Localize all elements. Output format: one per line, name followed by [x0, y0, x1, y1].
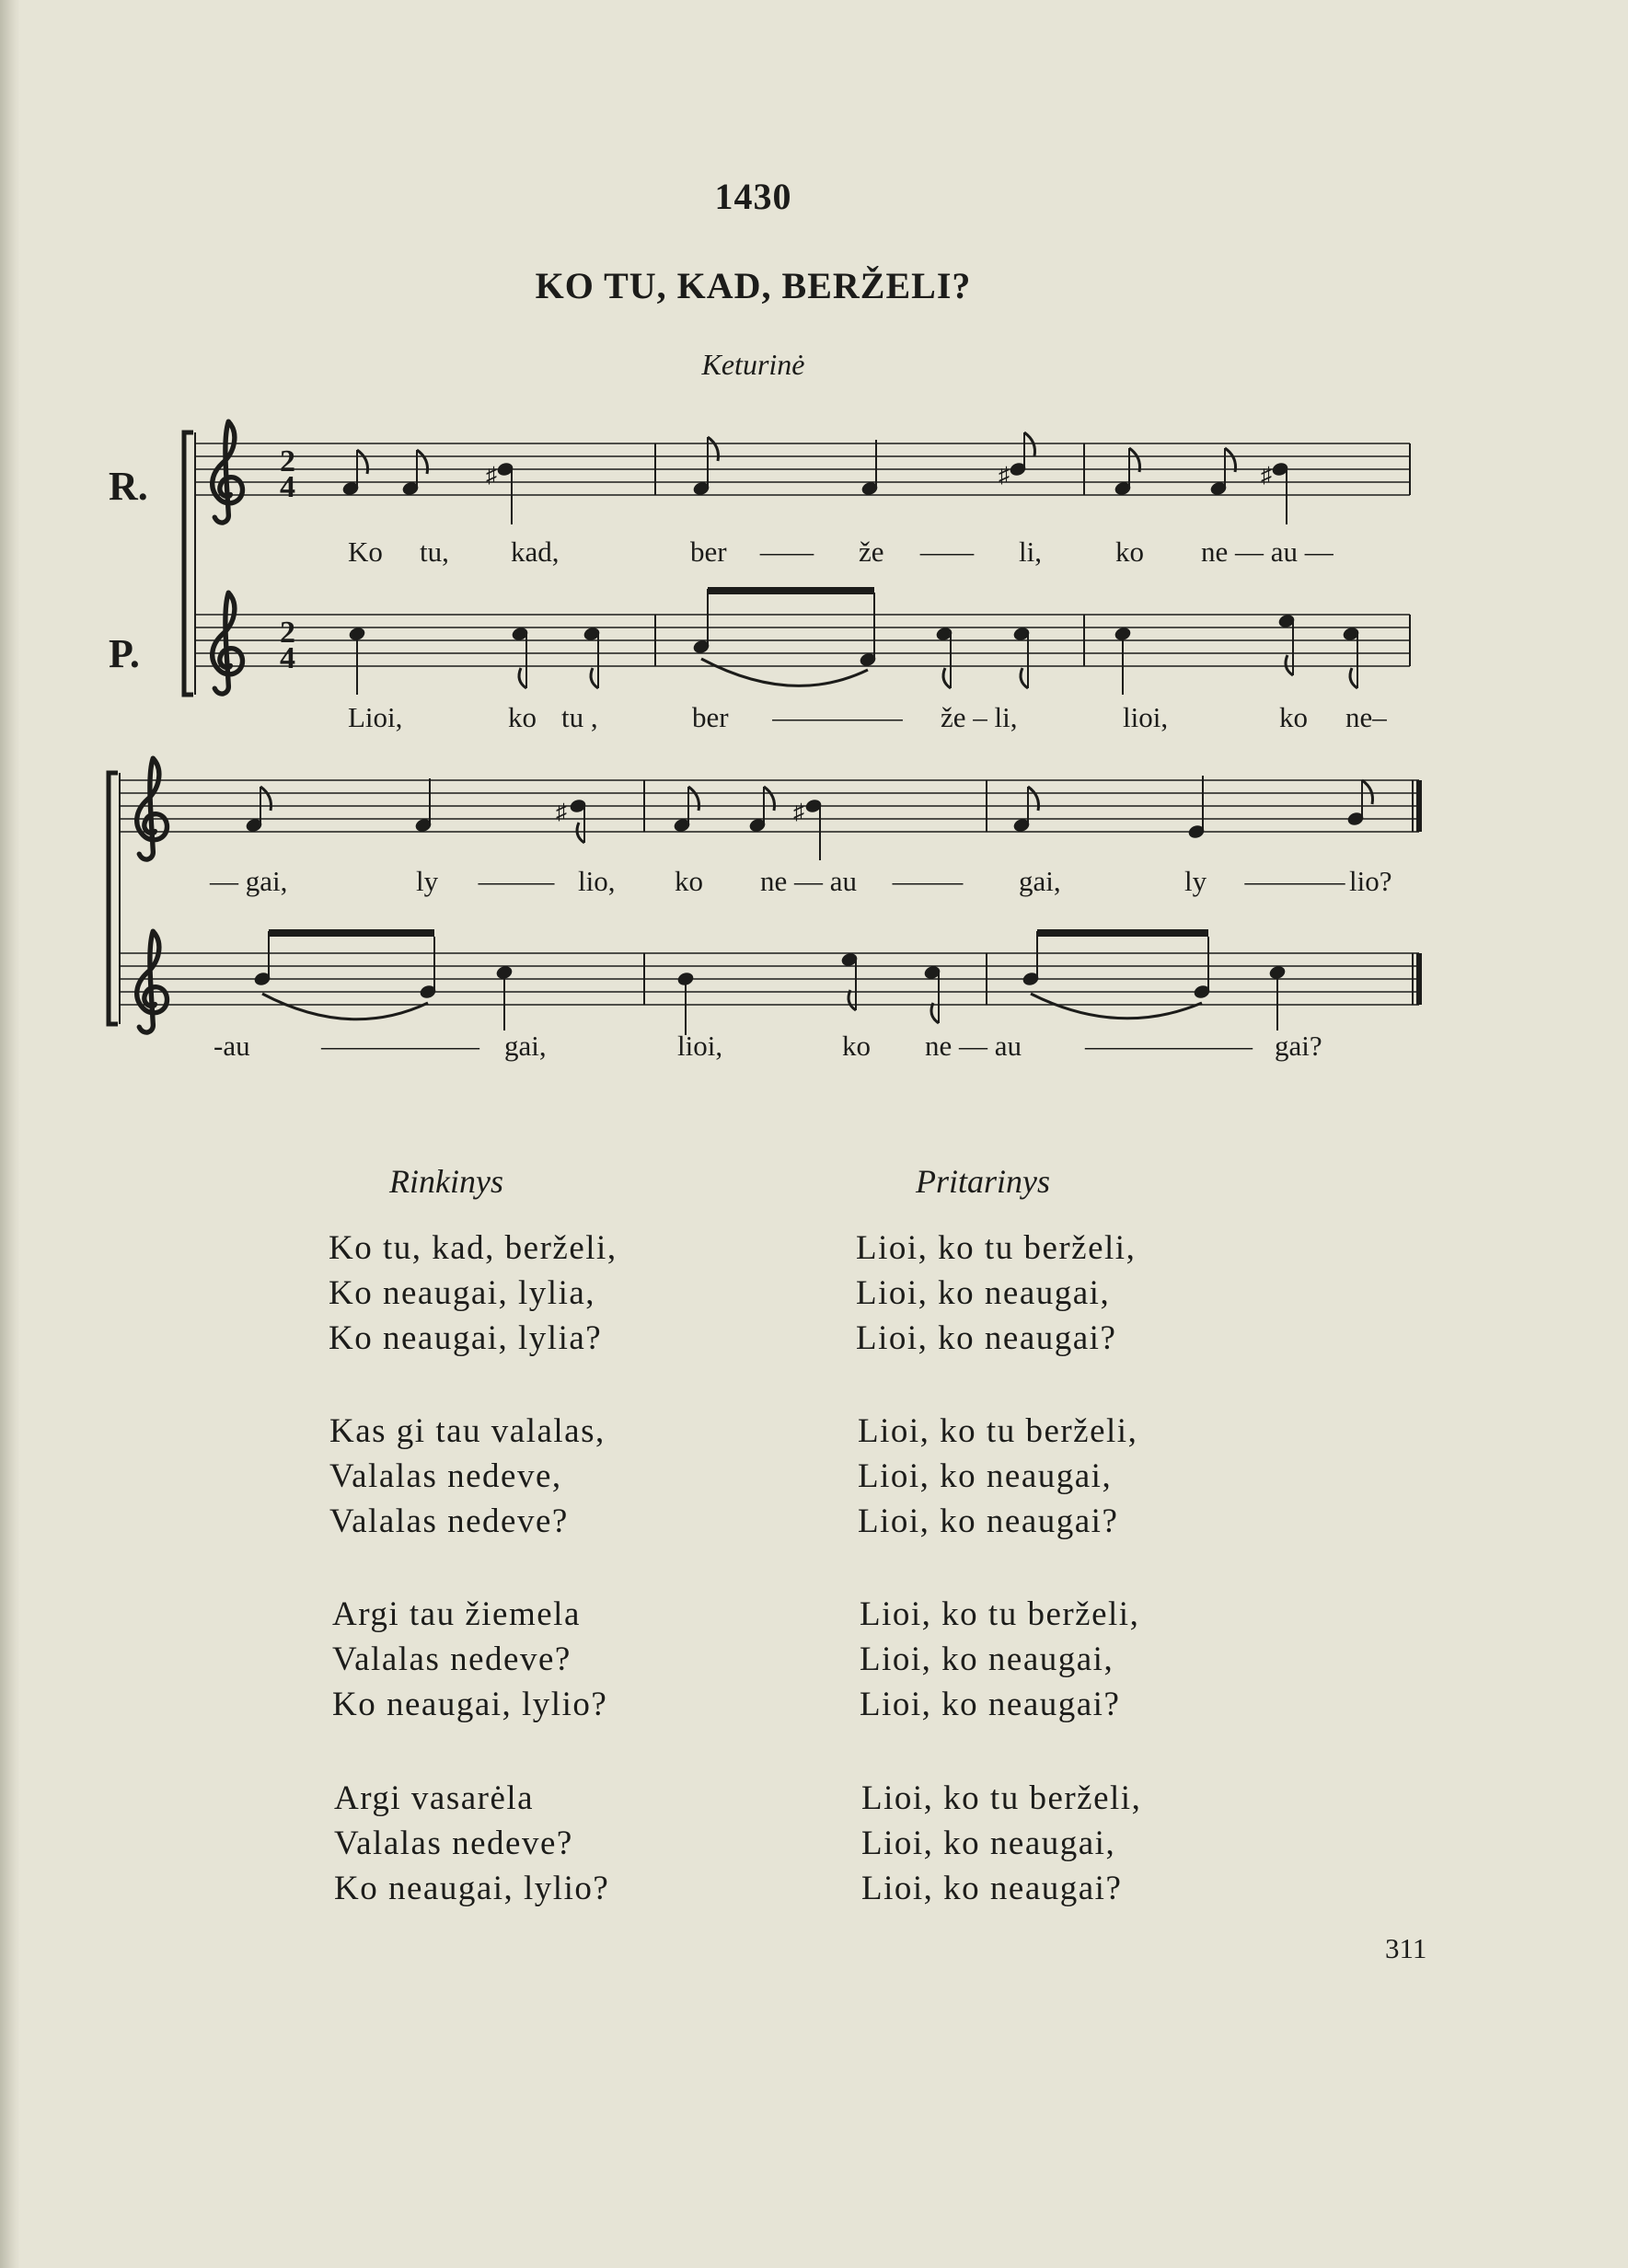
verse-line: Lioi, ko neaugai? [858, 1502, 1119, 1540]
treble-clef-icon [137, 931, 167, 1032]
notes-r-2 [245, 776, 1372, 860]
lyric-extender: — [768, 701, 906, 733]
treble-clef-icon [137, 758, 167, 859]
note-flag [931, 1003, 939, 1023]
notes-r-1 [341, 432, 1288, 524]
verse-line: Ko neaugai, lylia? [329, 1319, 603, 1357]
lyric-syllable: -au [214, 1030, 250, 1062]
time-sig-bottom: 4 [280, 641, 295, 675]
lyric-extender: — [317, 1030, 484, 1062]
lyric-syllable: ne– [1345, 701, 1387, 733]
verse-line: Lioi, ko neaugai? [856, 1319, 1117, 1357]
lyrics-p-1 [348, 701, 1387, 733]
lyric-syllable: li, [1019, 535, 1042, 568]
note-flag [417, 450, 428, 474]
lyric-syllable: ne — au [925, 1030, 1022, 1062]
lyrics-p-2 [214, 1030, 1322, 1062]
verse-line: Kas gi tau valalas, [329, 1412, 606, 1450]
verse-line: Lioi, ko tu berželi, [861, 1779, 1142, 1817]
lyric-syllable: gai, [1019, 865, 1061, 897]
lyric-extender: — [1080, 1030, 1257, 1062]
lyrics-r-1 [348, 535, 1334, 568]
verse-line: Lioi, ko neaugai, [861, 1825, 1116, 1862]
page-number: 311 [1385, 1932, 1427, 1964]
lyric-extender: — [1241, 865, 1348, 897]
music-score [0, 0, 1628, 1086]
sharp-icon: ♯ [556, 800, 567, 824]
lyric-syllable: Lioi, [348, 701, 403, 733]
lyric-syllable: ne — au — [1201, 535, 1334, 568]
left-column-heading: Rinkinys [389, 1163, 503, 1200]
song-title: KO TU, KAD, BERŽELI? [535, 265, 972, 306]
lyric-syllable: ko [508, 701, 537, 733]
lyrics-r-2 [209, 865, 1392, 897]
note-flag [943, 668, 951, 688]
lyric-extender: — [758, 535, 815, 568]
slur [262, 994, 428, 1019]
verse-line: Valalas nedeve? [329, 1502, 569, 1540]
verse-line: Lioi, ko tu berželi, [858, 1412, 1138, 1450]
note-flag [577, 823, 584, 843]
beam [269, 929, 434, 937]
verse-line: Ko tu, kad, berželi, [329, 1229, 618, 1267]
lyric-syllable: ko [675, 865, 703, 897]
beam [1037, 929, 1208, 937]
verse-line: Argi tau žiemela [332, 1595, 581, 1633]
note-flag [1024, 432, 1035, 456]
voice-label-r [109, 464, 148, 509]
note-flag [764, 787, 775, 811]
lyric-syllable: gai? [1275, 1030, 1322, 1062]
slur [1031, 994, 1202, 1019]
staff-p-1 [195, 615, 1410, 666]
verse-line: Argi vasarėla [334, 1779, 535, 1817]
note-flag [1225, 448, 1236, 472]
voice-label-p [109, 631, 140, 676]
staff-r-2 [120, 780, 1419, 832]
verse-line: Lioi, ko tu berželi, [856, 1229, 1137, 1267]
note-flag [1286, 655, 1293, 675]
slur [701, 659, 868, 685]
verse-line: Lioi, ko neaugai, [860, 1641, 1114, 1678]
lyric-syllable: ko [1279, 701, 1308, 733]
sharp-icon: ♯ [793, 800, 804, 824]
lyric-syllable: že [859, 535, 884, 568]
lyric-extender: — [890, 865, 965, 897]
lyric-syllable: že – li, [941, 701, 1018, 733]
note-flag [357, 450, 368, 474]
note-flag [849, 990, 856, 1010]
system-1 [184, 421, 1410, 733]
note-flag [688, 787, 699, 811]
lyric-syllable: lioi, [1123, 701, 1169, 733]
sharp-icon: ♯ [486, 464, 497, 488]
lyric-syllable: ber [692, 701, 729, 733]
lyric-syllable: gai, [504, 1030, 547, 1062]
lyric-syllable: lio? [1349, 865, 1392, 897]
lyric-syllable: ne — au [760, 865, 858, 897]
verse-line: Ko neaugai, lylio? [334, 1870, 610, 1907]
verse-line: Lioi, ko neaugai? [861, 1870, 1123, 1907]
treble-clef-icon [213, 421, 243, 523]
verse-line: Ko neaugai, lylia, [329, 1274, 596, 1312]
treble-clef-icon [213, 593, 243, 694]
lyric-syllable: — gai, [210, 865, 288, 897]
lyric-syllable: tu , [561, 701, 598, 733]
verse-line: Valalas nedeve? [334, 1825, 573, 1862]
lyric-syllable: ber [690, 535, 727, 568]
time-sig-top: 2 [280, 444, 295, 478]
staff-p-2 [120, 953, 1419, 1005]
sharp-icon: ♯ [999, 464, 1010, 488]
lyric-syllable: kad, [511, 535, 560, 568]
tempo-marking: Keturinė [701, 348, 805, 381]
verse-line: Lioi, ko neaugai, [858, 1457, 1113, 1495]
svg-text:R.: R. [109, 464, 148, 509]
note-flag [1362, 780, 1373, 804]
verse-line: Lioi, ko neaugai, [856, 1274, 1111, 1312]
sharp-icon: ♯ [1261, 464, 1272, 488]
beam [708, 587, 874, 594]
system-2-brace [109, 773, 118, 1024]
lyric-syllable: ko [842, 1030, 871, 1062]
lyric-syllable: Ko [348, 535, 383, 568]
lyric-syllable: lioi, [677, 1030, 723, 1062]
note-flag [1350, 668, 1357, 688]
time-sig-bottom: 4 [280, 470, 295, 504]
system-1-brace [184, 432, 193, 695]
verse-line: Valalas nedeve? [332, 1641, 572, 1678]
lyric-syllable: lio, [578, 865, 616, 897]
time-sig-top: 2 [280, 616, 295, 650]
note-flag [260, 787, 271, 811]
lyric-extender: — [918, 535, 976, 568]
note-flag [591, 668, 598, 688]
svg-text:P.: P. [109, 631, 140, 676]
verse-line: Lioi, ko neaugai? [860, 1686, 1121, 1723]
verse-line: Lioi, ko tu berželi, [860, 1595, 1140, 1633]
note-flag [519, 668, 526, 688]
note-flag [1028, 787, 1039, 811]
song-number: 1430 [714, 176, 792, 217]
verse-line: Valalas nedeve, [329, 1457, 562, 1495]
lyric-syllable: tu, [420, 535, 449, 568]
system-2 [109, 758, 1419, 1062]
note-flag [1021, 668, 1028, 688]
notes-p-2 [253, 929, 1286, 1035]
note-flag [708, 437, 719, 461]
right-column-heading: Pritarinys [916, 1163, 1051, 1200]
lyric-syllable: ly [416, 865, 439, 897]
note-flag [1129, 448, 1140, 472]
verse-line: Ko neaugai, lylio? [332, 1686, 608, 1723]
lyric-syllable: ko [1115, 535, 1144, 568]
lyric-syllable: ly [1184, 865, 1207, 897]
lyric-extender: — [476, 865, 557, 897]
